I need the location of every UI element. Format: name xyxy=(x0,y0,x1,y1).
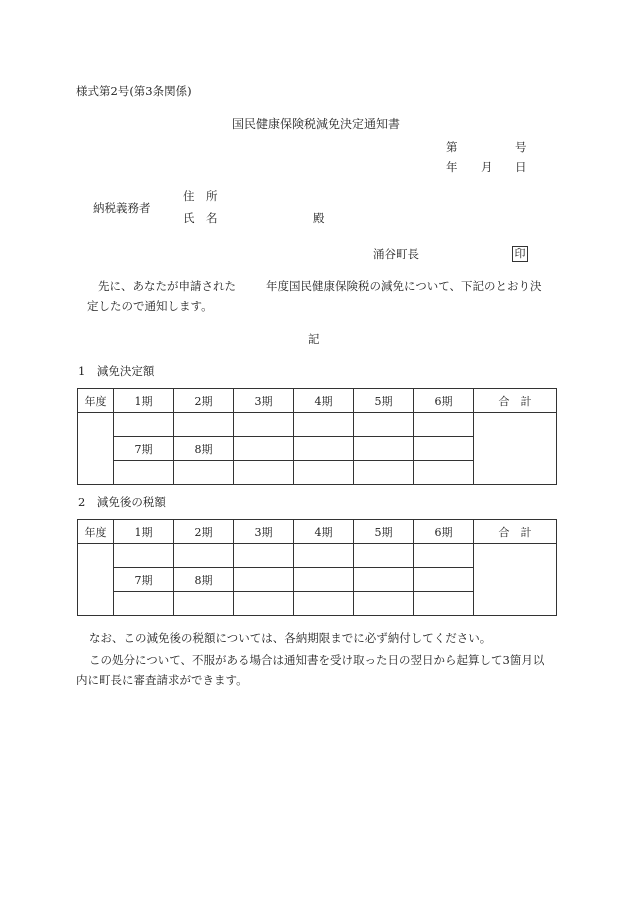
blank-cell xyxy=(414,461,474,485)
amount-cell xyxy=(114,461,174,485)
amount-cell xyxy=(174,544,234,568)
blank-cell xyxy=(234,592,294,616)
post-reduction-table xyxy=(77,519,557,616)
blank-cell xyxy=(294,461,354,485)
amount-cell xyxy=(114,592,174,616)
table-row xyxy=(78,389,557,413)
doc-number-go: 号 xyxy=(515,140,527,154)
document-title: 国民健康保険税減免決定通知書 xyxy=(232,117,401,131)
table-row xyxy=(78,544,557,568)
date-year: 年 xyxy=(446,160,458,174)
amount-cell xyxy=(174,461,234,485)
amount-cell xyxy=(294,544,354,568)
body-line1-a: 先に、あなたが申請された xyxy=(98,279,236,293)
amount-cell xyxy=(114,413,174,437)
issuer-name: 涌谷町長 xyxy=(373,247,419,261)
blank-cell xyxy=(414,592,474,616)
address-label: 住 所 xyxy=(183,189,218,203)
blank-cell xyxy=(294,437,354,461)
header-p2: 2期 xyxy=(174,389,234,413)
total-cell xyxy=(474,413,557,485)
header-total: 合 計 xyxy=(474,520,557,544)
header-total: 合 計 xyxy=(474,389,557,413)
header-p7: 7期 xyxy=(114,568,174,592)
amount-cell xyxy=(234,544,294,568)
amount-cell xyxy=(174,592,234,616)
blank-cell xyxy=(354,461,414,485)
blank-cell xyxy=(234,437,294,461)
blank-cell xyxy=(354,437,414,461)
blank-cell xyxy=(354,592,414,616)
body-line2: 定したので通知します。 xyxy=(87,299,213,313)
header-p6: 6期 xyxy=(414,389,474,413)
header-p2: 2期 xyxy=(174,520,234,544)
blank-cell xyxy=(354,568,414,592)
total-cell xyxy=(474,544,557,616)
year-cell xyxy=(78,413,114,485)
amount-cell xyxy=(114,544,174,568)
blank-cell xyxy=(414,437,474,461)
amount-cell xyxy=(414,413,474,437)
blank-cell xyxy=(414,568,474,592)
header-p8: 8期 xyxy=(174,568,234,592)
header-p3: 3期 xyxy=(234,389,294,413)
blank-cell xyxy=(294,592,354,616)
header-year: 年度 xyxy=(78,520,114,544)
header-p7: 7期 xyxy=(114,437,174,461)
form-number: 様式第2号(第3条関係) xyxy=(76,84,192,98)
year-cell xyxy=(78,544,114,616)
amount-cell xyxy=(294,413,354,437)
header-p6: 6期 xyxy=(414,520,474,544)
section1-heading: 1 減免決定額 xyxy=(78,364,155,378)
header-year: 年度 xyxy=(78,389,114,413)
date-day: 日 xyxy=(515,160,527,174)
header-p8: 8期 xyxy=(174,437,234,461)
header-p5: 5期 xyxy=(354,520,414,544)
amount-cell xyxy=(354,413,414,437)
blank-cell xyxy=(234,461,294,485)
seal-stamp: 印 xyxy=(512,246,528,262)
header-p1: 1期 xyxy=(114,389,174,413)
blank-cell xyxy=(294,568,354,592)
header-p1: 1期 xyxy=(114,520,174,544)
name-label: 氏 名 xyxy=(183,211,218,225)
note-line1: なお、この減免後の税額については、各納期限までに必ず納付してください。 xyxy=(89,631,492,645)
doc-number-dai: 第 xyxy=(446,140,458,154)
table-row xyxy=(78,520,557,544)
reduction-table xyxy=(77,388,557,485)
blank-cell xyxy=(234,568,294,592)
header-p4: 4期 xyxy=(294,520,354,544)
amount-cell xyxy=(414,544,474,568)
header-p5: 5期 xyxy=(354,389,414,413)
section2-heading: 2 減免後の税額 xyxy=(78,495,166,509)
date-month: 月 xyxy=(481,160,493,174)
ki-heading: 記 xyxy=(308,332,320,346)
amount-cell xyxy=(174,413,234,437)
note-line3: 内に町長に審査請求ができます。 xyxy=(76,673,248,687)
taxpayer-label: 納税義務者 xyxy=(93,201,151,215)
honorific: 殿 xyxy=(313,211,325,225)
header-p4: 4期 xyxy=(294,389,354,413)
amount-cell xyxy=(234,413,294,437)
amount-cell xyxy=(354,544,414,568)
table-row xyxy=(78,413,557,437)
body-line1-b: 年度国民健康保険税の減免について、下記のとおり決 xyxy=(266,279,542,293)
header-p3: 3期 xyxy=(234,520,294,544)
note-line2: この処分について、不服がある場合は通知書を受け取った日の翌日から起算して3箇月以 xyxy=(89,653,545,667)
